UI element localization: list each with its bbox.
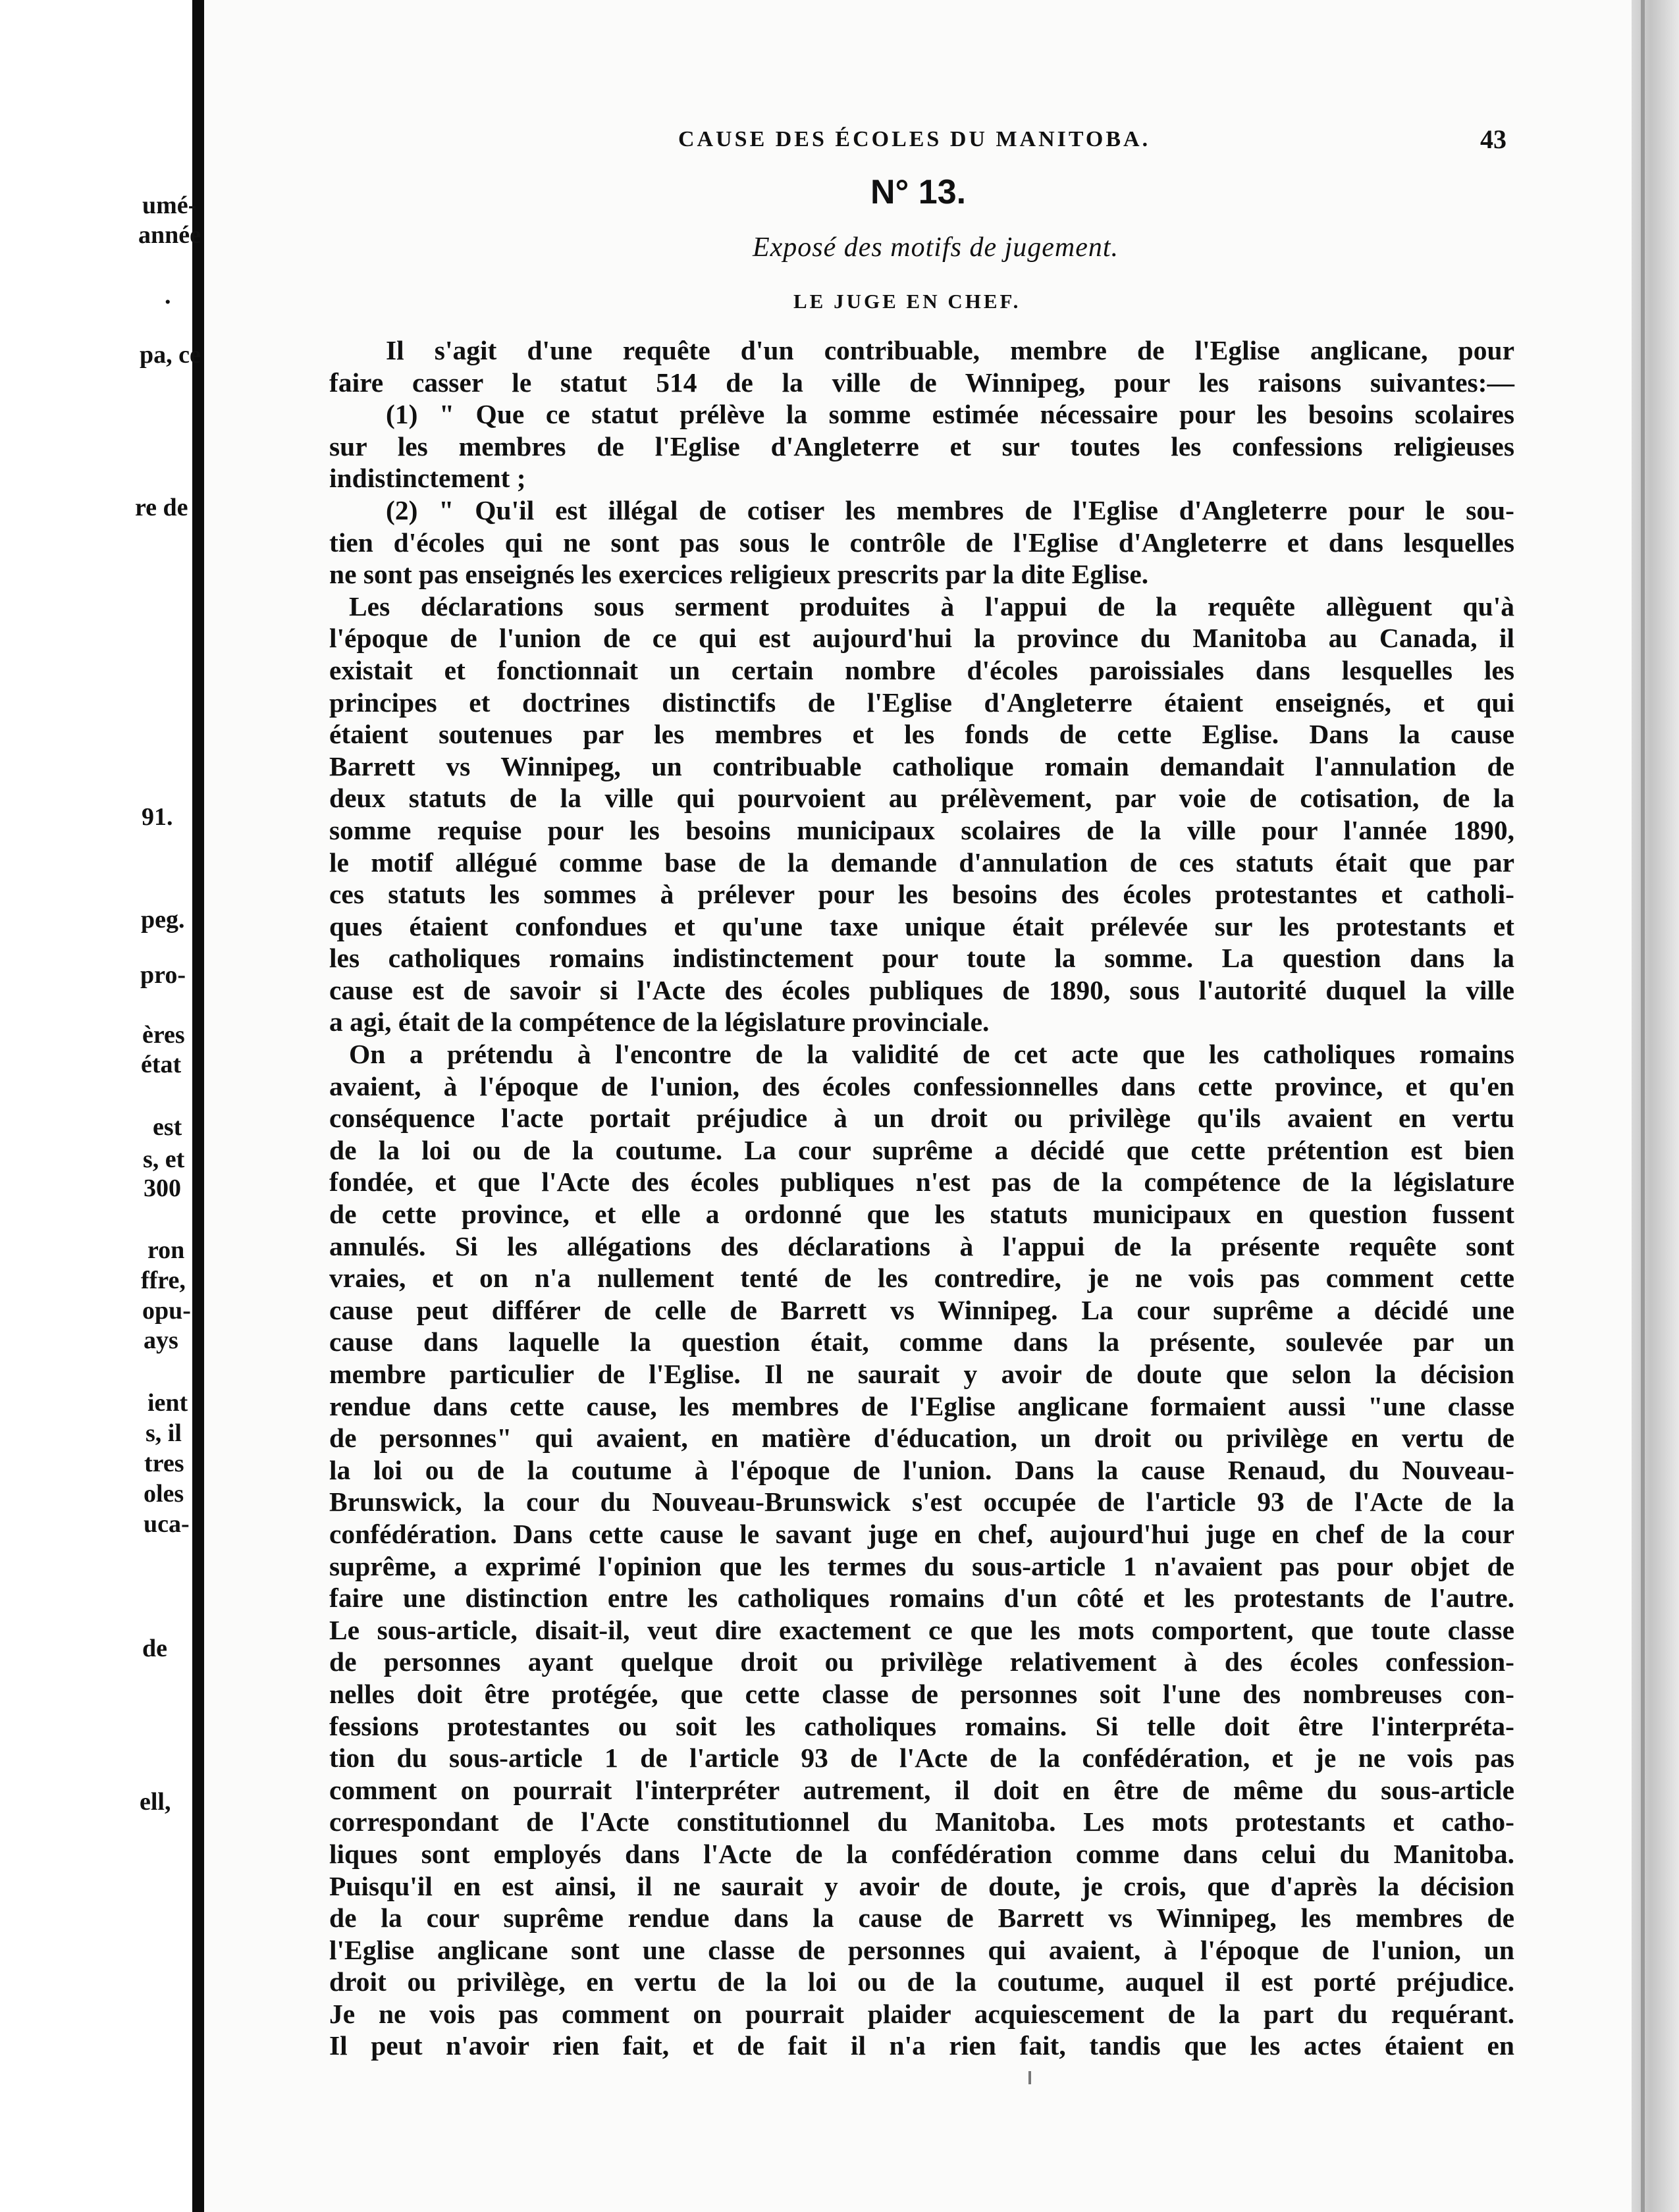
facing-fragment: re de — [135, 494, 188, 521]
document-number: N° 13. — [870, 173, 967, 211]
facing-fragment: ell, — [140, 1788, 171, 1816]
facing-fragment: ient — [147, 1389, 188, 1417]
page-edge — [1632, 0, 1679, 2212]
facing-fragment: pro- — [140, 961, 186, 989]
text-line: somme requise pour les besoins municipaux scolaires de la ville pour l'année 1890, — [329, 814, 1514, 845]
text-line: le motif allégué comme base de la demande d'annulation de ces statuts était que par — [329, 847, 1514, 878]
text-line: (1) " Que ce statut prélève la somme estimée nécessaire pour les besoins scolaires — [386, 399, 1514, 430]
text-line: la loi ou de la coutume à l'époque de l'union. Dans la cause Renaud, du Nouveau- — [329, 1454, 1514, 1485]
text-line: indistinctement ; — [329, 463, 526, 494]
text-line: existait et fonctionnait un certain nombre d'écoles paroissiales dans lesquelles les — [329, 654, 1514, 685]
text-line: membre particulier de l'Eglise. Il ne saurait y avoir de doute que selon la décision — [329, 1359, 1514, 1389]
facing-page-fragments — [0, 0, 201, 2212]
text-line: cause est de savoir si l'Acte des écoles publiques de 1890, sous l'autorité duquel la ville — [329, 974, 1514, 1005]
text-line: conséquence l'acte portait préjudice à un droit ou privilège qu'ils avaient en vertu — [329, 1103, 1514, 1134]
page-number: 43 — [1480, 124, 1506, 154]
text-line: Je ne vois pas comment on pourrait plaider acquiescement de la part du requérant. — [329, 1998, 1514, 2029]
facing-fragment: . — [165, 282, 171, 309]
text-line: de personnes ayant quelque droit ou privilège relativement à des écoles confession- — [329, 1646, 1514, 1677]
facing-fragment: peg. — [141, 906, 185, 934]
facing-fragment: ffre, — [141, 1267, 186, 1294]
facing-fragment: année — [138, 221, 201, 249]
text-line: Brunswick, la cour du Nouveau-Brunswick s'est occupée de l'article 93 de l'Acte de la — [329, 1487, 1514, 1517]
facing-fragment: umé- — [142, 192, 197, 219]
facing-fragment: ays — [144, 1327, 178, 1354]
facing-fragment: ères — [142, 1021, 185, 1049]
facing-fragment: état — [141, 1051, 182, 1078]
text-line: de la cour suprême rendue dans la cause de Barrett vs Winnipeg, les membres de — [329, 1903, 1514, 1934]
facing-fragment: 91. — [142, 803, 173, 831]
text-line: cause dans laquelle la question était, comme dans la présente, soulevée par un — [329, 1327, 1514, 1357]
text-line: faire casser le statut 514 de la ville de Winnipeg, pour les raisons suivantes:— — [329, 367, 1514, 398]
text-line: cause peut différer de celle de Barrett vs Winnipeg. La cour suprême a décidé une — [329, 1294, 1514, 1325]
text-line: tion du sous-article 1 de l'article 93 de l'Acte de la confédération, et je ne vois pas — [329, 1743, 1514, 1774]
text-line: deux statuts de la ville qui pourvoient au prélèvement, par voie de cotisation, de la — [329, 783, 1514, 814]
text-line: comment on pourrait l'interpréter autrement, il doit en être de même du sous-article — [329, 1774, 1514, 1805]
page-edge-line — [1641, 0, 1645, 2212]
text-line: fondée, et que l'Acte des écoles publiques n'est pas de la compétence de la législature — [329, 1167, 1514, 1198]
text-line: nelles doit être protégée, que cette classe de personnes soit l'une des nombreuses con- — [329, 1678, 1514, 1709]
print-speck — [1028, 2071, 1031, 2084]
text-line: tien d'écoles qui ne sont pas sous le contrôle de l'Eglise d'Angleterre et dans lesquelles — [329, 527, 1514, 558]
facing-fragment: s, et — [143, 1146, 185, 1173]
text-line: ne sont pas enseignés les exercices religieux prescrits par la dite Eglise. — [329, 559, 1149, 590]
text-line: sur les membres de l'Eglise d'Angleterre et sur toutes les confessions religieuses — [329, 431, 1514, 461]
text-line: l'Eglise anglicane sont une classe de personnes qui avaient, à l'époque de l'union, un — [329, 1934, 1514, 1965]
text-line: correspondant de l'Acte constitutionnel du Manitoba. Les mots protestants et catho- — [329, 1806, 1514, 1837]
text-line: annulés. Si les allégations des déclarations à l'appui de la présente requête sont — [329, 1230, 1514, 1261]
facing-fragment: de — [142, 1635, 167, 1662]
body-text — [329, 334, 1514, 2062]
text-line: faire une distinction entre les catholiques romains d'un côté et les protestants de l'autre. — [329, 1583, 1514, 1614]
text-line: Barrett vs Winnipeg, un contribuable catholique romain demandait l'annulation de — [329, 750, 1514, 781]
text-line: ques étaient confondues et qu'une taxe unique était prélevée sur les protestants et — [329, 910, 1514, 941]
facing-fragment: uca- — [144, 1510, 190, 1538]
facing-fragment: s, il — [146, 1419, 182, 1447]
running-head: CAUSE DES ÉCOLES DU MANITOBA. — [678, 127, 1151, 151]
facing-fragment: ron — [147, 1236, 185, 1264]
text-line: fessions protestantes ou soit les catholiques romains. Si telle doit être l'interpréta- — [329, 1710, 1514, 1741]
text-line: suprême, a exprimé l'opinion que les termes du sous-article 1 n'avaient pas pour objet de — [329, 1550, 1514, 1581]
text-line: Il peut n'avoir rien fait, et de fait il n'a rien fait, tandis que les actes étaient en — [329, 2030, 1514, 2061]
text-line: vraies, et on n'a nullement tenté de les contredire, je ne vois pas comment cette — [329, 1263, 1514, 1294]
section-heading: LE JUGE EN CHEF. — [793, 290, 1021, 313]
text-line: de personnes" qui avaient, en matière d'éducation, un droit ou privilège en vertu de — [329, 1423, 1514, 1454]
text-line: Puisqu'il en est ainsi, il ne saurait y avoir de doute, je crois, que d'après la décision — [329, 1870, 1514, 1901]
text-line: ces statuts les sommes à prélever pour les besoins des écoles protestantes et catholi- — [329, 879, 1514, 910]
facing-fragment: 300 — [144, 1174, 181, 1202]
facing-fragment: oles — [144, 1480, 184, 1508]
page-gutter — [192, 0, 204, 2212]
facing-fragment: est — [153, 1113, 182, 1141]
text-line: Le sous-article, disait-il, veut dire exactement ce que les mots comportent, que toute classe — [329, 1614, 1514, 1645]
text-line: (2) " Qu'il est illégal de cotiser les membres de l'Eglise d'Angleterre pour le sou- — [386, 494, 1514, 525]
text-line: liques sont employés dans l'Acte de la confédération comme dans celui du Manitoba. — [329, 1838, 1514, 1869]
text-line: avaient, à l'époque de l'union, des écoles confessionnelles dans cette province, et qu'en — [329, 1070, 1514, 1101]
text-line: de la loi ou de la coutume. La cour suprême a décidé que cette prétention est bien — [329, 1134, 1514, 1165]
text-line: l'époque de l'union de ce qui est aujourd'hui la province du Manitoba au Canada, il — [329, 623, 1514, 654]
text-line: a agi, était de la compétence de la législature provinciale. — [329, 1007, 990, 1038]
text-line: rendue dans cette cause, les membres de l'Eglise anglicane formaient aussi "une classe — [329, 1390, 1514, 1421]
text-line: étaient soutenues par les membres et les fonds de cette Eglise. Dans la cause — [329, 719, 1514, 750]
document-subtitle: Exposé des motifs de jugement. — [753, 232, 1119, 263]
facing-fragment: tres — [144, 1450, 184, 1477]
text-line: principes et doctrines distinctifs de l'Eglise d'Angleterre étaient enseignés, et qui — [329, 687, 1514, 718]
text-line: confédération. Dans cette cause le savant juge en chef, aujourd'hui juge en chef de la cour — [329, 1518, 1514, 1549]
text-line: Les déclarations sous serment produites à l'appui de la requête allèguent qu'à — [349, 591, 1514, 621]
text-line: les catholiques romains indistinctement pour toute la somme. La question dans la — [329, 943, 1514, 974]
text-line: Il s'agit d'une requête d'un contribuable, membre de l'Eglise anglicane, pour — [386, 335, 1514, 365]
text-line: droit ou privilège, en vertu de la loi ou de la coutume, auquel il est porté préjudice. — [329, 1966, 1514, 1997]
facing-fragment: opu- — [142, 1297, 191, 1325]
text-line: On a prétendu à l'encontre de la validité de cet acte que les catholiques romains — [349, 1039, 1514, 1070]
facing-fragment: pa, ce — [140, 341, 201, 369]
text-line: de cette province, et elle a ordonné que les statuts municipaux en question fussent — [329, 1199, 1514, 1230]
